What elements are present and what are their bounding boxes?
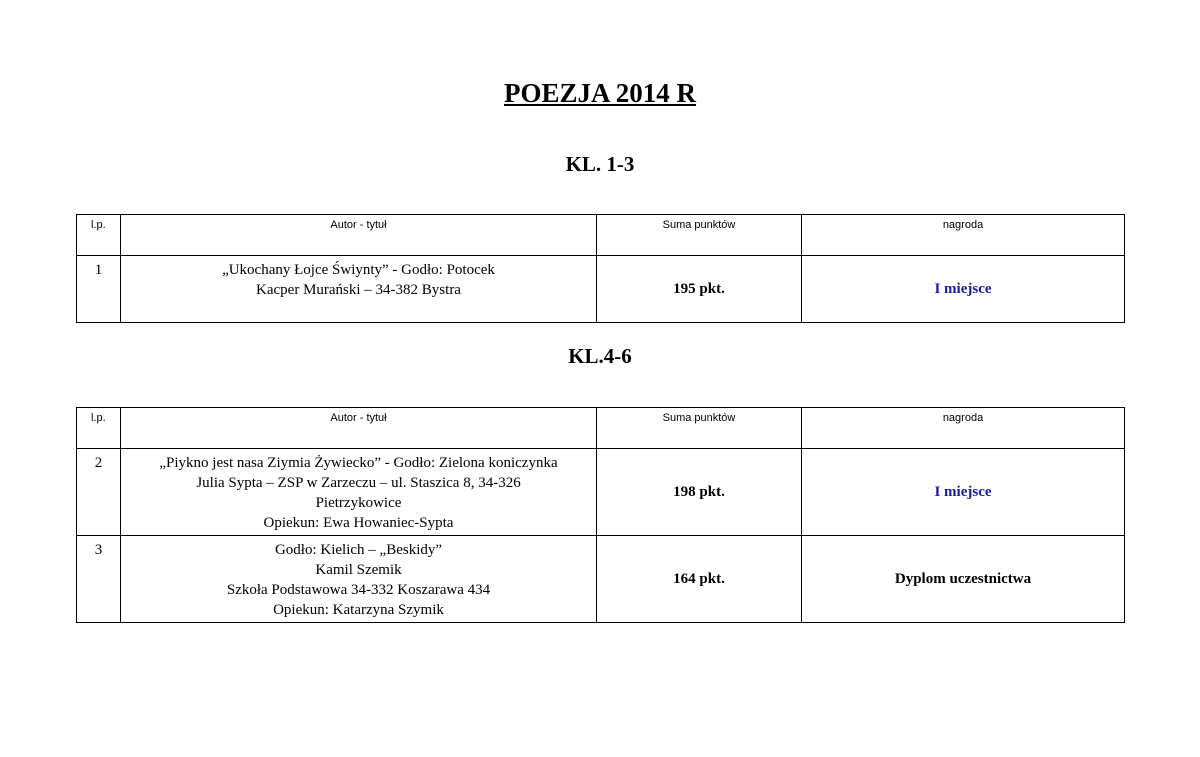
section-heading-kl-4-6: KL.4-6 — [568, 344, 632, 368]
table-row — [77, 449, 1125, 536]
award-cell: I miejsce — [802, 256, 1125, 323]
column-header-nagroda: nagroda — [802, 408, 1125, 449]
autor-cell — [121, 536, 597, 623]
autor-line: Kacper Murański – 34-382 Bystra — [256, 282, 461, 298]
autor-line: Szkoła Podstawowa 34-332 Koszarawa 434 — [226, 582, 491, 598]
results-table-kl-4-6 — [76, 407, 1125, 623]
award-cell: Dyplom uczestnictwa — [802, 536, 1125, 623]
table-header-row — [77, 215, 1125, 256]
table-row — [77, 536, 1125, 623]
autor-line: Julia Sypta – ZSP w Zarzeczu – ul. Staszica 8, 34-326 — [196, 475, 521, 491]
column-header-suma: Suma punktów — [597, 215, 802, 256]
section-heading-kl-1-3: KL. 1-3 — [565, 152, 635, 176]
column-header-nagroda: nagroda — [802, 215, 1125, 256]
autor-line: „Piykno jest nasa Ziymia Żywiecko” - Godło: Zielona koniczynka — [159, 455, 558, 471]
points-cell: 195 pkt. — [597, 256, 802, 323]
autor-line: Opiekun: Katarzyna Szymik — [273, 602, 444, 618]
autor-line: Kamil Szemik — [315, 562, 402, 578]
autor-cell — [121, 449, 597, 536]
lp-cell: 1 — [77, 256, 121, 323]
autor-cell — [121, 256, 597, 323]
lp-cell: 2 — [77, 449, 121, 536]
lp-cell: 3 — [77, 536, 121, 623]
table-header-row — [77, 408, 1125, 449]
autor-line: Pietrzykowice — [315, 495, 402, 511]
column-header-suma: Suma punktów — [597, 408, 802, 449]
column-header-autor: Autor - tytuł — [121, 215, 597, 256]
autor-line: „Ukochany Łojce Świynty” - Godło: Potocek — [222, 262, 495, 278]
results-table-kl-1-3 — [76, 214, 1125, 323]
points-cell: 198 pkt. — [597, 449, 802, 536]
table-row — [77, 256, 1125, 323]
award-cell: I miejsce — [802, 449, 1125, 536]
autor-line: Godło: Kielich – „Beskidy” — [274, 542, 443, 558]
page-title: POEZJA 2014 R — [503, 78, 697, 108]
column-header-autor: Autor - tytuł — [121, 408, 597, 449]
points-cell: 164 pkt. — [597, 536, 802, 623]
column-header-lp: l.p. — [77, 215, 121, 256]
column-header-lp: l.p. — [77, 408, 121, 449]
autor-line: Opiekun: Ewa Howaniec-Sypta — [263, 515, 454, 531]
